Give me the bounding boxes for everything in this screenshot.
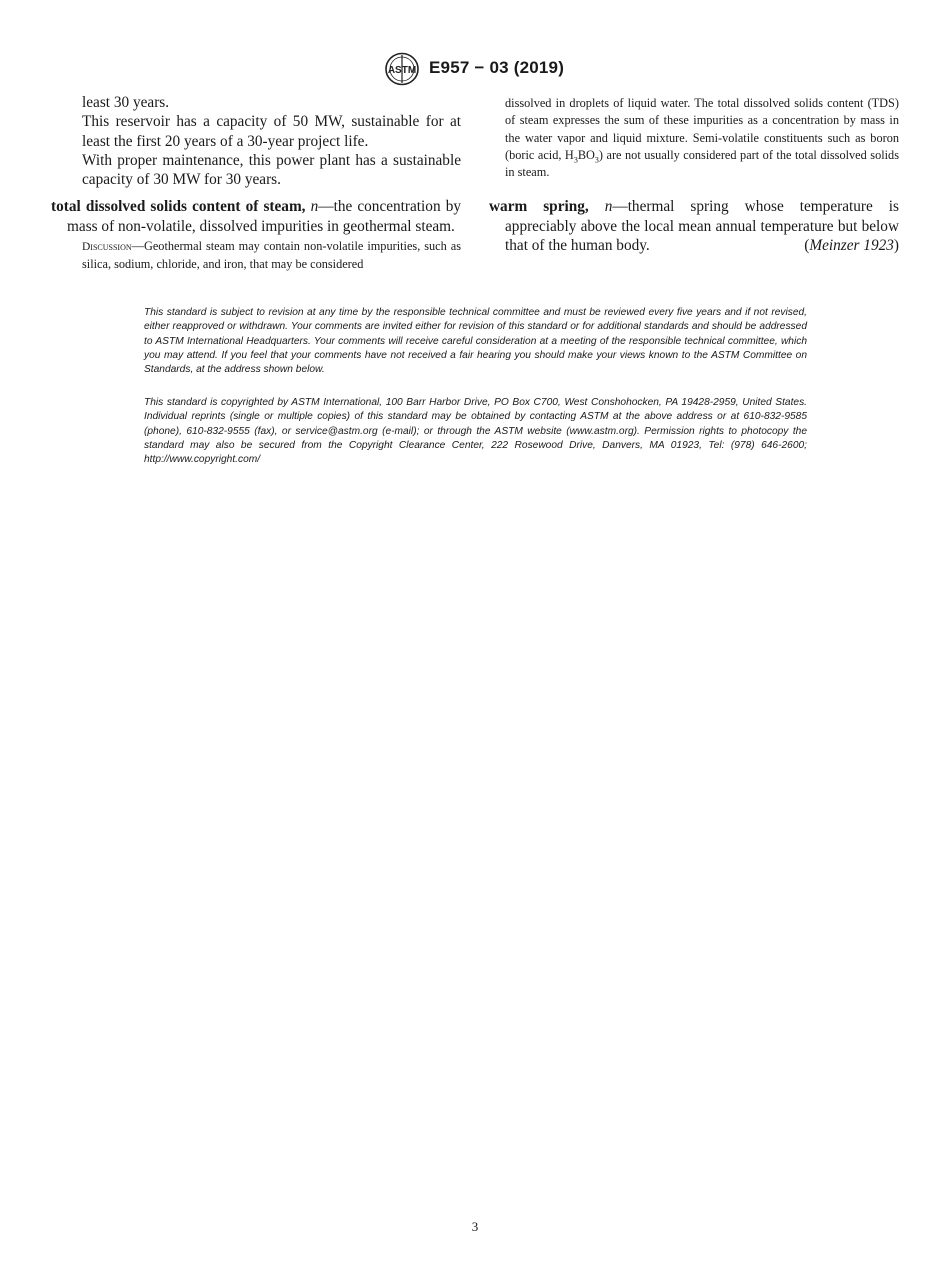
discussion-text: BO <box>577 147 595 162</box>
term-warm-spring: warm spring, <box>489 198 589 216</box>
definition-warm-spring <box>489 197 899 255</box>
right-column <box>489 95 899 255</box>
subscript: 3 <box>573 155 578 165</box>
astm-logo-icon <box>384 52 420 86</box>
definition-text: —thermal spring whose temperature is appreciably above the local mean annual temperature but below that of the human body. <box>505 198 899 255</box>
citation-author: Meinzer 1923 <box>809 237 894 255</box>
citation-paren: ( <box>804 237 810 255</box>
paragraph <box>51 151 461 190</box>
paragraph: least 30 years. <box>82 94 170 111</box>
discussion-continuation <box>489 95 899 181</box>
part-of-speech: n <box>310 198 319 216</box>
citation-paren: ) <box>893 237 899 255</box>
discussion-label: Discussion <box>82 241 132 254</box>
discussion-note <box>51 238 461 274</box>
page-number: 3 <box>471 1219 479 1234</box>
discussion-text: dissolved in droplets of liquid water. The total dissolved solids content (TDS) of steam expresses the sum of these impurities as a concentration by mass in the water vapor and liquid mixture. Semi-volatile constituents such as boron (boric acid, H <box>505 96 899 162</box>
left-column <box>51 93 461 274</box>
copyright-notice: This standard is copyrighted by ASTM International, 100 Barr Harbor Drive, PO Box C700, West Conshohocken, PA 19428-2959, United States. Individual reprints (single or multiple copies) of this standard may be obtained by contacting ASTM at the above address or at 610-832-9585 (phone), 610-832-9555 (fax), or service@astm.org (e-mail); or through the ASTM website (www.astm.org). Permission rights to photocopy the standard may also be secured from the Copyright Clearance Center, 222 Rosewood Drive, Danvers, MA 01923, Tel: (978) 646-2600; http://www.copyright.com/ <box>144 397 807 466</box>
part-of-speech: n <box>604 198 613 216</box>
paragraph-text: This reservoir has a capacity of 50 MW, sustainable for at least the first 20 years of a 30-year project life. <box>82 113 461 150</box>
paragraph-text: With proper maintenance, this power plant has a sustainable capacity of 30 MW for 30 years. <box>82 151 461 189</box>
discussion-text: ) are not usually considered part of the total dissolved solids in steam. <box>505 147 899 180</box>
revision-notice: This standard is subject to revision at any time by the responsible technical committee and must be reviewed every five years and if not revised, either reapproved or withdrawn. Your comments are invited either for revision of this standard or for additional standards and should be addressed to ASTM International Headquarters. Your comments will receive careful consideration at a meeting of the responsible technical committee, which you may attend. If you feel that your comments have not received a fair hearing you should make your views known to the ASTM Committee on Standards, at the address shown below. <box>144 307 807 376</box>
citation <box>804 236 899 255</box>
paragraph <box>51 112 461 151</box>
definition-tds <box>51 197 461 236</box>
document-designation: E957 − 03 (2019) <box>429 58 565 77</box>
svg-text:ASTM: ASTM <box>387 65 417 76</box>
term-tds: total dissolved solids content of steam, <box>51 198 306 216</box>
page-header <box>0 52 950 86</box>
subscript: 3 <box>594 155 599 165</box>
definition-text: —the concentration by mass of non-volatile, dissolved impurities in geothermal steam. <box>67 198 461 235</box>
discussion-text: —Geothermal steam may contain non-volatile impurities, such as silica, sodium, chloride, and iron, that may be considered <box>82 239 461 272</box>
